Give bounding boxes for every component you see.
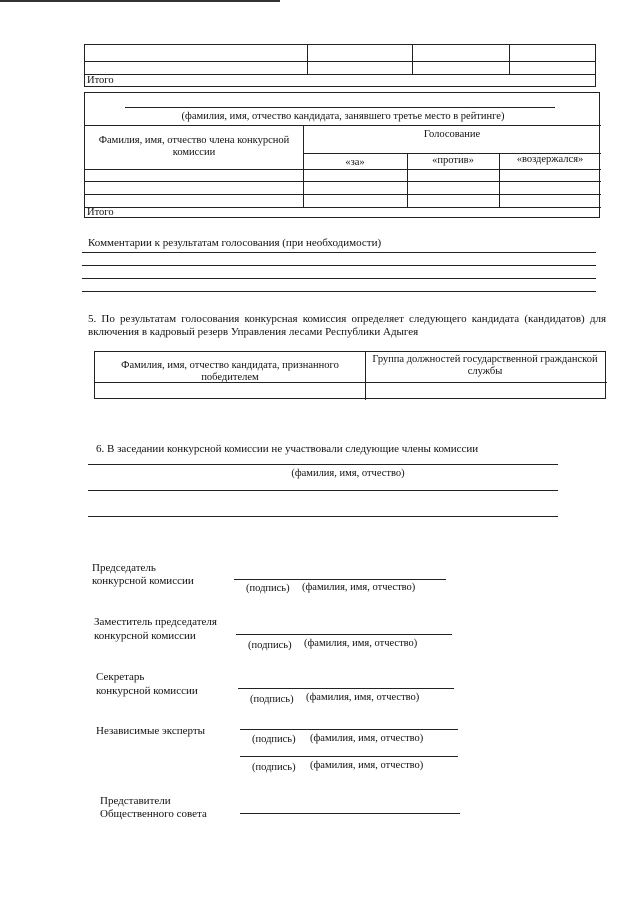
voting-table-third: [84, 92, 600, 218]
candidate-caption: (фамилия, имя, отчество кандидата, занявшего третье место в рейтинге): [181, 111, 505, 122]
voting-table-top: [84, 44, 596, 87]
col-abstained-header: «воздержался»: [516, 154, 584, 165]
section5-text: 5. По результатам голосования конкурсная комиссия определяет следующего кандидата (кандидатов) для включения в кадровый резерв Управления лесами Республики Адыгея: [88, 313, 606, 338]
col-member-header: Фамилия, имя, отчество члена конкурсной комиссии: [98, 135, 290, 158]
section6-caption: (фамилия, имя, отчество): [291, 468, 405, 479]
comments-label: Комментарии к результатам голосования (при необходимости): [88, 237, 382, 249]
col-for-header: «за»: [345, 157, 365, 168]
total-label: Итого: [87, 207, 114, 218]
total-label: Итого: [85, 75, 308, 87]
col-against-header: «против»: [432, 155, 474, 166]
section6-text: 6. В заседании конкурсной комиссии не участвовали следующие члены комиссии: [96, 443, 479, 455]
scan-edge-line: [0, 0, 280, 2]
col-group-header: Группа должностей государственной гражданской службы: [372, 354, 598, 377]
winners-table: [94, 351, 606, 399]
col-winner-header: Фамилия, имя, отчество кандидата, признанного победителем: [121, 360, 339, 383]
col-voting-header: Голосование: [423, 129, 481, 140]
